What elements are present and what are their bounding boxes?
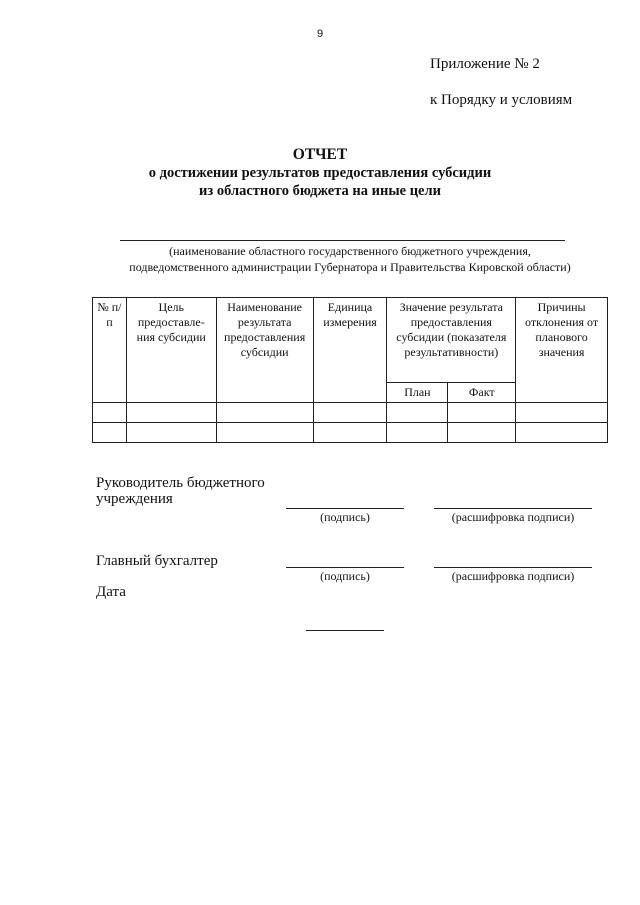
head-decode-caption: (расшифровка подписи) xyxy=(451,510,575,524)
head-signature-line xyxy=(286,508,404,509)
subtitle-line-2: из областного бюджета на иные цели xyxy=(199,183,441,199)
table-cell xyxy=(448,423,516,443)
header-value: Значение результата предоставления субсидии (показателя результативности) xyxy=(387,298,516,383)
organization-name-line xyxy=(120,240,565,241)
header-goal: Цель предоставле-ния субсидии xyxy=(126,298,216,403)
header-number: № п/п xyxy=(93,298,127,403)
table-cell xyxy=(313,403,387,423)
header-reasons: Причины отклонения от планового значения xyxy=(516,298,608,403)
annex-reference: к Порядку и условиям xyxy=(430,92,573,108)
report-title: ОТЧЕТ xyxy=(292,146,348,163)
table-row xyxy=(93,423,608,443)
table-cell xyxy=(216,423,313,443)
date-label: Дата xyxy=(96,584,126,600)
head-label-line-2: учреждения xyxy=(96,491,173,507)
table-header-row xyxy=(93,298,608,383)
table-cell xyxy=(516,423,608,443)
table-cell xyxy=(387,403,448,423)
accountant-signature-caption: (подпись) xyxy=(320,569,370,583)
accountant-decode-caption: (расшифровка подписи) xyxy=(451,569,575,583)
header-result-name: Наименование результата предоставления субсидии xyxy=(216,298,313,403)
head-label-line-1: Руководитель бюджетного xyxy=(96,475,265,491)
table-cell xyxy=(93,403,127,423)
table-cell xyxy=(126,403,216,423)
head-label xyxy=(96,475,265,507)
org-caption-line-1: (наименование областного государственного бюджетного учреждения, xyxy=(169,244,531,258)
report-subtitle xyxy=(0,164,640,200)
table-cell xyxy=(387,423,448,443)
header-plan: План xyxy=(387,383,448,403)
report-table xyxy=(92,297,608,443)
table-cell xyxy=(126,423,216,443)
org-caption-line-2: подведомственного администрации Губернатора и Правительства Кировской области) xyxy=(129,260,571,274)
header-unit: Единица измерения xyxy=(313,298,387,403)
head-decode-line xyxy=(434,508,592,509)
accountant-decode-line xyxy=(434,567,592,568)
table-cell xyxy=(216,403,313,423)
subtitle-line-1: о достижении результатов предоставления субсидии xyxy=(148,165,492,181)
date-line xyxy=(306,630,384,631)
page-number: 9 xyxy=(316,28,324,40)
accountant-label: Главный бухгалтер xyxy=(96,553,218,569)
accountant-signature-line xyxy=(286,567,404,568)
table-cell xyxy=(516,403,608,423)
table-row xyxy=(93,403,608,423)
head-signature-caption: (подпись) xyxy=(320,510,370,524)
table-cell xyxy=(313,423,387,443)
header-fact: Факт xyxy=(448,383,516,403)
organization-caption xyxy=(60,243,640,275)
table-cell xyxy=(448,403,516,423)
table-cell xyxy=(93,423,127,443)
annex-number: Приложение № 2 xyxy=(430,56,540,72)
